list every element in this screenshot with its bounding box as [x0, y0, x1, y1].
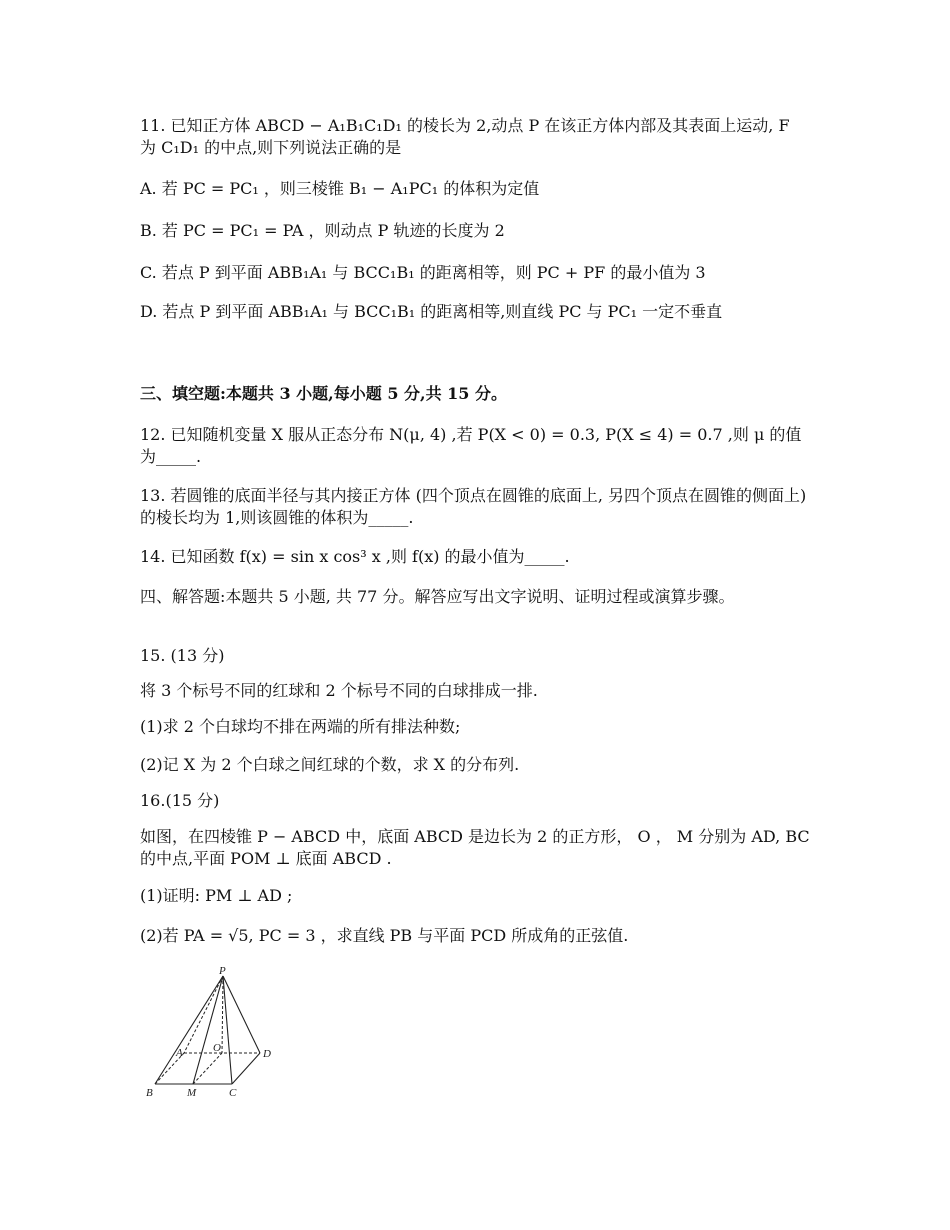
q16-stem: 如图，在四棱锥 P − ABCD 中，底面 ABCD 是边长为 2 的正方形， O ， M 分别为 AD, BC 的中点,平面 POM ⊥ 底面 ABCD .	[140, 827, 810, 868]
section3-heading: 三、填空题:本题共 3 小题,每小题 5 分,共 15 分。	[140, 384, 508, 403]
q11-stem: 11. 已知正方体 ABCD − A₁B₁C₁D₁ 的棱长为 2,动点 P 在该正方体内部及其表面上运动, F 为 C₁D₁ 的中点,则下列说法正确的是	[140, 116, 790, 157]
q11-option-a: A. 若 PC = PC₁ ，则三棱锥 B₁ − A₁PC₁ 的体积为定值	[140, 179, 540, 198]
edge-pb	[155, 976, 223, 1084]
q16-title: 16.(15 分)	[140, 791, 220, 810]
q16-part-2: (2)若 PA = √5, PC = 3 ，求直线 PB 与平面 PCD 所成角的正弦值.	[140, 926, 629, 945]
q11-option-b: B. 若 PC = PC₁ = PA ，则动点 P 轨迹的长度为 2	[140, 221, 505, 240]
label-p: P	[219, 965, 226, 977]
q16-part-1: (1)证明: PM ⊥ AD ;	[140, 886, 293, 905]
q12: 12. 已知随机变量 X 服从正态分布 N(μ, 4) ,若 P(X < 0) = 0.3, P(X ≤ 4) = 0.7 ,则 μ 的值为_____.	[140, 425, 802, 466]
label-o: O	[213, 1042, 221, 1054]
label-c: C	[229, 1087, 237, 1099]
label-a: A	[176, 1047, 183, 1059]
q15-title: 15. (13 分)	[140, 646, 225, 665]
label-m: M	[187, 1087, 197, 1099]
q14: 14. 已知函数 f(x) = sin x cos³ x ,则 f(x) 的最小值为_____.	[140, 547, 570, 566]
edge-po-hidden	[222, 976, 223, 1053]
q15-stem: 将 3 个标号不同的红球和 2 个标号不同的白球排成一排.	[140, 681, 538, 700]
q15-part-1: (1)求 2 个白球均不排在两端的所有排法种数;	[140, 717, 461, 736]
section4-heading: 四、解答题:本题共 5 小题, 共 77 分。解答应写出文字说明、证明过程或演算步骤。	[140, 587, 735, 606]
q11-option-c: C. 若点 P 到平面 ABB₁A₁ 与 BCC₁B₁ 的距离相等，则 PC + PF 的最小值为 3	[140, 263, 706, 282]
label-b: B	[146, 1087, 153, 1099]
q11-option-d: D. 若点 P 到平面 ABB₁A₁ 与 BCC₁B₁ 的距离相等,则直线 PC 与 PC₁ 一定不垂直	[140, 302, 723, 321]
edge-cd	[232, 1053, 260, 1084]
pyramid-figure	[140, 962, 290, 1107]
q15-part-2: (2)记 X 为 2 个白球之间红球的个数，求 X 的分布列.	[140, 755, 520, 774]
label-d: D	[263, 1048, 271, 1060]
q13: 13. 若圆锥的底面半径与其内接正方体 (四个顶点在圆锥的底面上, 另四个顶点在圆锥的侧面上) 的棱长均为 1,则该圆锥的体积为_____.	[140, 486, 807, 527]
